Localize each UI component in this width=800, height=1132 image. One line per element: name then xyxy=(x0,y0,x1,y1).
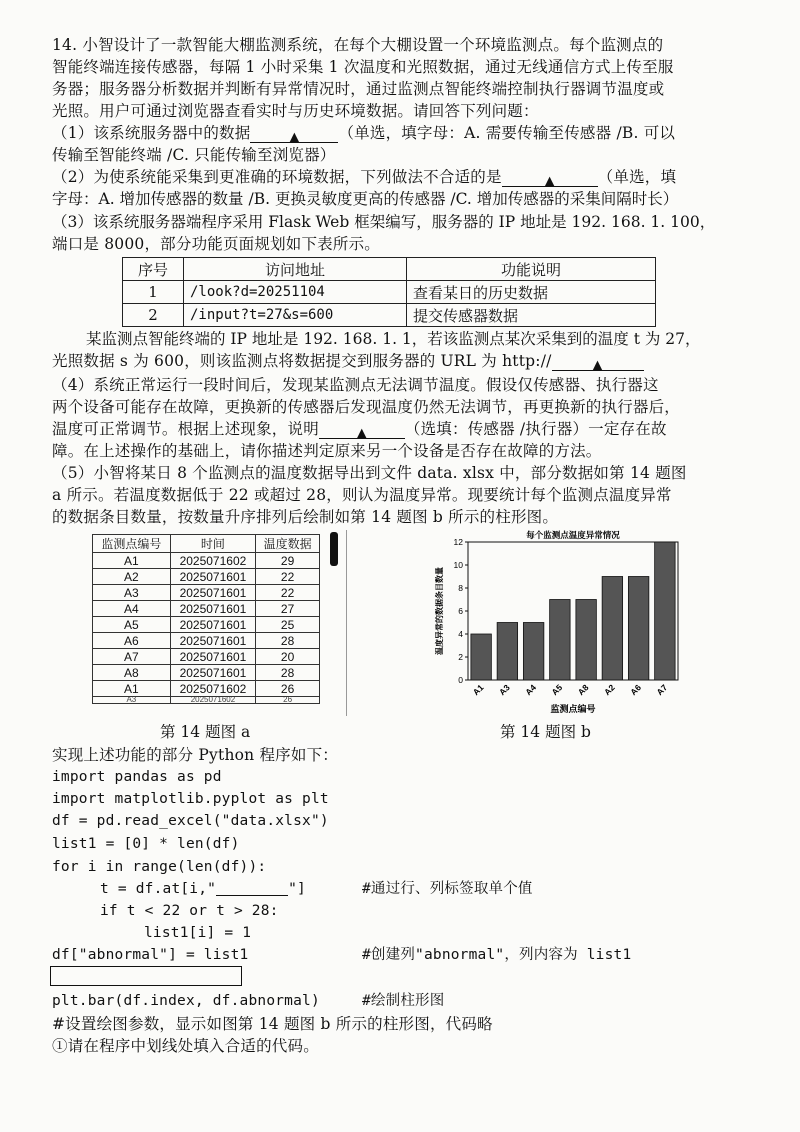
x-tick-label: A2 xyxy=(602,682,617,698)
q3-url-text: 光照数据 s 为 600，则该监测点将数据提交到服务器的 URL 为 http:// xyxy=(52,352,552,370)
data-table-cell: 29 xyxy=(256,553,320,569)
q1-text-after: （单选，填字母：A. 需要传输至传感器 /B. 可以 xyxy=(338,124,676,142)
x-tick-label: A4 xyxy=(523,682,539,698)
q4-text-before: 温度可正常调节。根据上述现象，说明 xyxy=(52,420,319,438)
url-table-cell: 提交传感器数据 xyxy=(407,304,656,327)
table-row xyxy=(93,665,320,681)
intro-line-1: 14. 小智设计了一款智能大棚监测系统，在每个大棚设置一个环境监测点。每个监测点的 xyxy=(52,36,664,54)
q1-answer-blank[interactable] xyxy=(250,125,338,143)
q3-line-2: 端口是 8000，部分功能页面规划如下表所示。 xyxy=(52,235,380,253)
table-row xyxy=(123,304,656,327)
data-table-cell: 26 xyxy=(256,681,320,697)
q1-text-before: （1）该系统服务器中的数据 xyxy=(52,124,251,142)
y-tick-label: 12 xyxy=(453,537,463,547)
bar xyxy=(523,623,543,681)
data-table-cell: 22 xyxy=(256,569,320,585)
q4-line-4: 障。在上述操作的基础上，请你描述判定原来另一个设备是否存在故障的方法。 xyxy=(52,442,602,460)
q5-line-1: （5）小智将某日 8 个监测点的温度数据导出到文件 data. xlsx 中，部分数据如第 14 题图 xyxy=(52,464,687,482)
url-table-header-row xyxy=(123,258,656,281)
url-table-cell: 2 xyxy=(123,304,184,327)
code-answer-blank[interactable] xyxy=(216,881,288,896)
table-row xyxy=(93,617,320,633)
data-table-cell: A1 xyxy=(93,553,171,569)
url-table-cell: /input?t=27&s=600 xyxy=(184,304,407,327)
bar xyxy=(576,600,596,681)
intro-line-2: 智能终端连接传感器，每隔 1 小时采集 1 次温度和光照数据，通过无线通信方式上传至服 xyxy=(52,58,674,76)
data-table-cell: 26 xyxy=(256,697,320,704)
data-table-cell: 28 xyxy=(256,665,320,681)
url-table-cell: 1 xyxy=(123,281,184,304)
data-table-header-station: 监测点编号 xyxy=(93,535,171,553)
table-row xyxy=(93,697,320,704)
blank-triangle-mark: ▲ xyxy=(356,426,367,441)
code-line-3: df = pd.read_excel("data.xlsx") xyxy=(52,813,329,829)
url-plan-table xyxy=(122,257,656,327)
bar xyxy=(602,577,622,681)
q1-line-1 xyxy=(52,122,770,144)
chart-title: 每个监测点温度异常情况 xyxy=(526,530,620,540)
data-table-cell: A5 xyxy=(93,617,171,633)
y-axis-label: 温度异常的数据条目数量 xyxy=(435,567,444,655)
figure-b-caption: 第 14 题图 b xyxy=(500,723,591,741)
data-table-header-temperature: 温度数据 xyxy=(256,535,320,553)
data-table-cell: 2025071602 xyxy=(170,553,256,569)
code-line-2: import matplotlib.pyplot as plt xyxy=(52,791,329,807)
table-row xyxy=(93,585,320,601)
url-table-cell: 查看某日的历史数据 xyxy=(407,281,656,304)
x-axis-label: 监测点编号 xyxy=(550,704,596,714)
table-row xyxy=(93,601,320,617)
q4-line-1: （4）系统正常运行一段时间后，发现某监测点无法调节温度。假设仅传感器、执行器这 xyxy=(52,376,659,394)
data-table-cell: A1 xyxy=(93,681,171,697)
code-line-8: list1[i] = 1 xyxy=(144,925,252,941)
y-tick-label: 10 xyxy=(453,560,463,570)
intro-line-4: 光照。用户可通过浏览器查看实时与历史环境数据。请回答下列问题： xyxy=(52,102,539,120)
data-table-cell: 28 xyxy=(256,633,320,649)
q2-line-2: 字母：A. 增加传感器的数量 /B. 更换灵敏度更高的传感器 /C. 增加传感器的采集间隔时长） xyxy=(52,190,679,208)
q3-line-1: （3）该系统服务器端程序采用 Flask Web 框架编写，服务器的 IP 地址是 192. 168. 1. 100， xyxy=(52,213,716,231)
table-row xyxy=(93,569,320,585)
data-table-cell: A4 xyxy=(93,601,171,617)
q2-answer-blank[interactable] xyxy=(502,169,598,187)
code-comment-11: #绘制柱形图 xyxy=(362,993,445,1009)
data-table-header-row xyxy=(93,535,320,553)
q4-line-2: 两个设备可能存在故障，更换新的传感器后发现温度仍然无法调节，再更换新的执行器后， xyxy=(52,398,681,416)
code-line-11: plt.bar(df.index, df.abnormal) xyxy=(52,993,320,1009)
code-line-9: df["abnormal"] = list1 xyxy=(52,947,249,963)
program-intro: 实现上述功能的部分 Python 程序如下： xyxy=(52,746,338,764)
q3-para-line-2 xyxy=(52,350,770,372)
data-table-cell: A2 xyxy=(93,569,171,585)
q4-answer-blank[interactable] xyxy=(319,421,405,439)
bar xyxy=(471,634,491,680)
q5-line-3: 的数据条目数量，按数量升序排列后绘制如第 14 题图 b 所示的柱形图。 xyxy=(52,508,559,526)
figure-a-scrollbar[interactable] xyxy=(330,532,338,566)
q1-line-2: 传输至智能终端 /C. 只能传输至浏览器） xyxy=(52,146,336,164)
url-table-header-address: 访问地址 xyxy=(184,258,407,281)
code-line-6-after: "] xyxy=(288,881,306,897)
data-table-cell: 2025071601 xyxy=(170,649,256,665)
table-row xyxy=(93,553,320,569)
bar xyxy=(628,577,648,681)
code-line-1: import pandas as pd xyxy=(52,769,222,785)
url-table-header-index: 序号 xyxy=(123,258,184,281)
data-table-cell: A3 xyxy=(93,697,171,704)
x-tick-label: A3 xyxy=(497,682,512,698)
table-row xyxy=(123,281,656,304)
data-table-cell: A6 xyxy=(93,633,171,649)
data-table-cell: A8 xyxy=(93,665,171,681)
code-answer-box[interactable] xyxy=(50,966,242,986)
bar xyxy=(497,623,517,681)
url-table-header-function: 功能说明 xyxy=(407,258,656,281)
data-table-cell: 22 xyxy=(256,585,320,601)
code-line-7: if t < 22 or t > 28: xyxy=(100,903,279,919)
table-row xyxy=(93,649,320,665)
instruction-line: ①请在程序中划线处填入合适的代码。 xyxy=(52,1037,319,1055)
intro-line-3: 务器；服务器分析数据并判断有异常情况时，通过监测点智能终端控制执行器调节温度或 xyxy=(52,80,665,98)
data-table-cell: A7 xyxy=(93,649,171,665)
blank-triangle-mark: ▲ xyxy=(592,358,603,373)
y-tick-label: 0 xyxy=(458,675,463,685)
code-comment-9: #创建列"abnormal"，列内容为 list1 xyxy=(362,947,632,963)
y-tick-label: 4 xyxy=(458,629,463,639)
data-table-header-time: 时间 xyxy=(170,535,256,553)
code-line-4: list1 = [0] * len(df) xyxy=(52,836,240,852)
data-table-cell: 27 xyxy=(256,601,320,617)
y-tick-label: 8 xyxy=(458,583,463,593)
q4-line-3 xyxy=(52,418,770,440)
bar xyxy=(655,542,675,680)
table-row xyxy=(93,681,320,697)
url-table-cell: /look?d=20251104 xyxy=(184,281,407,304)
code-comment-6: #通过行、列标签取单个值 xyxy=(362,881,533,897)
data-table-cell: A3 xyxy=(93,585,171,601)
data-table-cell: 20 xyxy=(256,649,320,665)
blank-triangle-mark: ▲ xyxy=(544,174,555,189)
data-table-cell: 2025071601 xyxy=(170,617,256,633)
x-tick-label: A5 xyxy=(549,682,565,698)
q5-line-2: a 所示。若温度数据低于 22 或超过 28，则认为温度异常。现要统计每个监测点温度异常 xyxy=(52,486,672,504)
q2-text-after: （单选，填 xyxy=(597,168,677,186)
y-tick-label: 2 xyxy=(458,652,463,662)
code-line-12: #设置绘图参数，显示如图第 14 题图 b 所示的柱形图，代码略 xyxy=(52,1015,493,1033)
q3-url-answer-blank[interactable] xyxy=(552,353,644,371)
data-table-cell: 2025071601 xyxy=(170,585,256,601)
x-tick-label: A1 xyxy=(470,682,486,698)
data-table-cell: 2025071601 xyxy=(170,665,256,681)
data-table-cell: 2025071602 xyxy=(170,697,256,704)
code-line-5: for i in range(len(df)): xyxy=(52,859,267,875)
figure-a-caption: 第 14 题图 a xyxy=(160,723,251,741)
data-table-cell: 2025071601 xyxy=(170,601,256,617)
q2-text-before: （2）为使系统能采集到更准确的环境数据，下列做法不合适的是 xyxy=(52,168,502,186)
x-tick-label: A6 xyxy=(628,682,644,698)
data-table-cell: 2025071602 xyxy=(170,681,256,697)
blank-triangle-mark: ▲ xyxy=(289,130,300,145)
bar xyxy=(550,600,570,681)
data-table-cell: 25 xyxy=(256,617,320,633)
figure-a-data-table xyxy=(92,534,320,704)
q4-text-after: （选填：传感器 /执行器）一定存在故 xyxy=(404,420,667,438)
y-tick-label: 6 xyxy=(458,606,463,616)
x-tick-label: A8 xyxy=(575,682,591,698)
data-table-cell: 2025071601 xyxy=(170,569,256,585)
q2-line-1 xyxy=(52,166,770,188)
x-tick-label: A7 xyxy=(654,682,670,698)
data-table-cell: 2025071601 xyxy=(170,633,256,649)
code-line-6-before: t = df.at[i," xyxy=(100,881,217,897)
table-row xyxy=(93,633,320,649)
q3-para-line-1: 某监测点智能终端的 IP 地址是 192. 168. 1. 1，若该监测点某次采集到的温度 t 为 27， xyxy=(86,330,701,348)
figure-b-bar-chart xyxy=(430,530,686,720)
